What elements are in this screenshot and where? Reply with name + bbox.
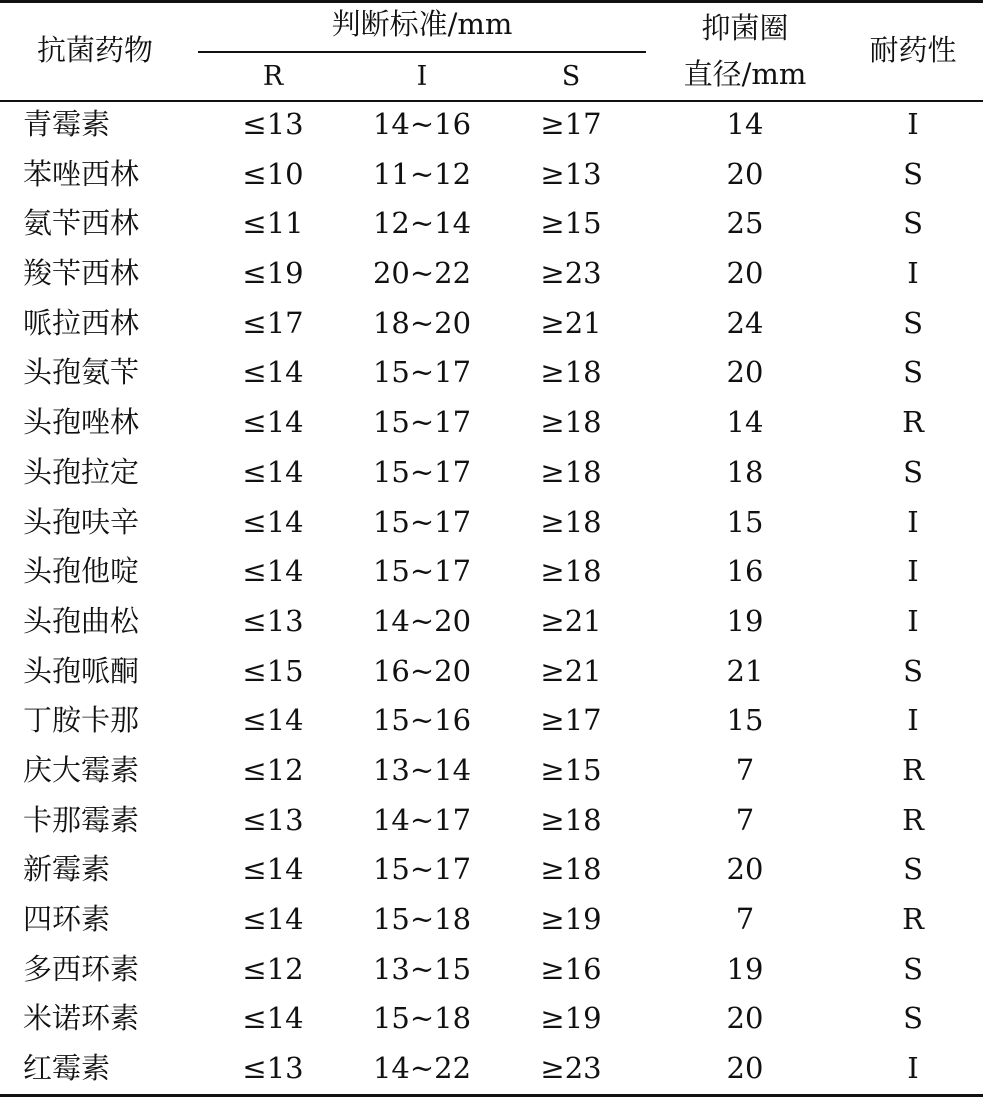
- drug-name-cell: 哌拉西林: [23, 305, 140, 340]
- drug-name-cell: 庆大霉素: [23, 752, 140, 787]
- table-row: [0, 845, 983, 895]
- zone-diameter-cell: 20: [726, 256, 764, 291]
- s-criteria-cell: ≥18: [540, 355, 602, 390]
- table-row: [0, 547, 983, 597]
- drug-name-cell: 丁胺卡那: [23, 703, 140, 738]
- resistance-cell: I: [907, 107, 919, 141]
- drug-name-cell: 头孢呋辛: [23, 504, 140, 539]
- r-criteria-cell: ≤14: [242, 454, 304, 489]
- drug-name-cell: 米诺环素: [23, 1001, 140, 1036]
- table-row: [0, 498, 983, 548]
- i-criteria-cell: 15~17: [372, 504, 472, 539]
- header-r: R: [262, 61, 284, 92]
- drug-name-cell: 头孢他啶: [23, 554, 140, 589]
- header-zone-line2: 直径/mm: [683, 57, 807, 91]
- i-criteria-cell: 20~22: [372, 256, 472, 291]
- i-criteria-cell: 16~20: [372, 653, 472, 688]
- table-row: [0, 945, 983, 995]
- drug-name-cell: 头孢唑林: [23, 405, 140, 440]
- table-row: [0, 398, 983, 448]
- zone-diameter-cell: 7: [735, 752, 755, 787]
- drug-name-cell: 头孢曲松: [23, 603, 140, 638]
- drug-name-cell: 头孢哌酮: [23, 653, 140, 688]
- i-criteria-cell: 15~17: [372, 554, 472, 589]
- i-criteria-cell: 15~17: [372, 405, 472, 440]
- r-criteria-cell: ≤14: [242, 1001, 304, 1036]
- s-criteria-cell: ≥19: [540, 902, 602, 936]
- zone-diameter-cell: 20: [726, 1051, 764, 1086]
- zone-diameter-cell: 20: [726, 1001, 764, 1036]
- resistance-cell: I: [907, 703, 919, 738]
- r-criteria-cell: ≤14: [242, 554, 304, 589]
- i-criteria-cell: 15~17: [372, 454, 472, 489]
- resistance-cell: S: [903, 156, 923, 191]
- r-criteria-cell: ≤14: [242, 902, 304, 936]
- i-criteria-cell: 14~22: [372, 1051, 472, 1086]
- i-criteria-cell: 15~18: [372, 902, 472, 936]
- i-criteria-cell: 15~16: [372, 703, 472, 738]
- i-criteria-cell: 13~14: [372, 752, 472, 787]
- drug-name-cell: 新霉素: [23, 852, 111, 887]
- r-criteria-cell: ≤13: [242, 1051, 304, 1086]
- r-criteria-cell: ≤14: [242, 703, 304, 738]
- resistance-cell: I: [907, 256, 919, 291]
- table-row: [0, 100, 983, 150]
- resistance-cell: R: [902, 802, 924, 837]
- zone-diameter-cell: 15: [726, 703, 764, 738]
- table-row: [0, 249, 983, 299]
- table-row: [0, 199, 983, 249]
- i-criteria-cell: 11~12: [372, 156, 472, 191]
- header-s: S: [561, 61, 581, 92]
- r-criteria-cell: ≤14: [242, 355, 304, 390]
- r-criteria-cell: ≤17: [242, 305, 304, 340]
- i-criteria-cell: 18~20: [372, 305, 472, 340]
- s-criteria-cell: ≥21: [540, 603, 602, 638]
- zone-diameter-cell: 24: [726, 305, 764, 340]
- table-row: [0, 299, 983, 349]
- header-resistance: 耐药性: [869, 33, 957, 67]
- table-row: [0, 1044, 983, 1094]
- resistance-cell: S: [903, 1001, 923, 1036]
- drug-name-cell: 羧苄西林: [23, 256, 140, 291]
- s-criteria-cell: ≥18: [540, 504, 602, 539]
- drug-name-cell: 多西环素: [23, 951, 140, 986]
- zone-diameter-cell: 15: [726, 504, 764, 539]
- zone-diameter-cell: 21: [726, 653, 764, 688]
- r-criteria-cell: ≤14: [242, 852, 304, 887]
- zone-diameter-cell: 19: [726, 951, 764, 986]
- table-row: [0, 994, 983, 1044]
- r-criteria-cell: ≤19: [242, 256, 304, 291]
- table-row: [0, 448, 983, 498]
- r-criteria-cell: ≤15: [242, 653, 304, 688]
- drug-name-cell: 红霉素: [23, 1051, 111, 1086]
- header-zone-line1: 抑菌圈: [701, 11, 789, 45]
- zone-diameter-cell: 7: [735, 802, 755, 837]
- resistance-cell: R: [902, 902, 924, 936]
- s-criteria-cell: ≥18: [540, 554, 602, 589]
- table-bottom-rule: [0, 1094, 983, 1097]
- resistance-cell: S: [903, 355, 923, 390]
- resistance-cell: S: [903, 305, 923, 340]
- r-criteria-cell: ≤12: [242, 752, 304, 787]
- table-row: [0, 796, 983, 846]
- zone-diameter-cell: 20: [726, 852, 764, 887]
- resistance-cell: S: [903, 852, 923, 887]
- i-criteria-cell: 13~15: [372, 951, 472, 986]
- i-criteria-cell: 14~20: [372, 603, 472, 638]
- r-criteria-cell: ≤14: [242, 504, 304, 539]
- r-criteria-cell: ≤11: [242, 206, 304, 241]
- drug-name-cell: 青霉素: [23, 107, 111, 141]
- zone-diameter-cell: 20: [726, 355, 764, 390]
- resistance-cell: I: [907, 603, 919, 638]
- r-criteria-cell: ≤10: [242, 156, 304, 191]
- drug-name-cell: 头孢拉定: [23, 454, 140, 489]
- zone-diameter-cell: 25: [726, 206, 764, 241]
- i-criteria-cell: 15~18: [372, 1001, 472, 1036]
- table-body: [0, 100, 983, 1094]
- s-criteria-cell: ≥13: [540, 156, 602, 191]
- zone-diameter-cell: 7: [735, 902, 755, 936]
- s-criteria-cell: ≥21: [540, 305, 602, 340]
- resistance-cell: I: [907, 554, 919, 589]
- zone-diameter-cell: 14: [726, 107, 764, 141]
- resistance-cell: S: [903, 951, 923, 986]
- zone-diameter-cell: 16: [726, 554, 764, 589]
- table-row: [0, 647, 983, 697]
- table-row: [0, 746, 983, 796]
- s-criteria-cell: ≥21: [540, 653, 602, 688]
- table-row: [0, 150, 983, 200]
- r-criteria-cell: ≤13: [242, 107, 304, 141]
- i-criteria-cell: 12~14: [372, 206, 472, 241]
- s-criteria-cell: ≥15: [540, 752, 602, 787]
- resistance-cell: S: [903, 206, 923, 241]
- i-criteria-cell: 15~17: [372, 355, 472, 390]
- i-criteria-cell: 14~17: [372, 802, 472, 837]
- zone-diameter-cell: 18: [726, 454, 764, 489]
- s-criteria-cell: ≥23: [540, 1051, 602, 1086]
- s-criteria-cell: ≥19: [540, 1001, 602, 1036]
- s-criteria-cell: ≥23: [540, 256, 602, 291]
- drug-name-cell: 卡那霉素: [23, 802, 140, 837]
- table-row: [0, 597, 983, 647]
- s-criteria-cell: ≥17: [540, 703, 602, 738]
- r-criteria-cell: ≤12: [242, 951, 304, 986]
- s-criteria-cell: ≥17: [540, 107, 602, 141]
- s-criteria-cell: ≥18: [540, 454, 602, 489]
- resistance-cell: I: [907, 504, 919, 539]
- criteria-sub-rule: [198, 51, 646, 53]
- zone-diameter-cell: 14: [726, 405, 764, 440]
- resistance-cell: R: [902, 752, 924, 787]
- resistance-cell: I: [907, 1051, 919, 1086]
- r-criteria-cell: ≤14: [242, 405, 304, 440]
- s-criteria-cell: ≥16: [540, 951, 602, 986]
- s-criteria-cell: ≥18: [540, 405, 602, 440]
- s-criteria-cell: ≥15: [540, 206, 602, 241]
- header-criteria: 判断标准/mm: [331, 7, 513, 41]
- drug-name-cell: 四环素: [23, 902, 111, 936]
- s-criteria-cell: ≥18: [540, 802, 602, 837]
- zone-diameter-cell: 19: [726, 603, 764, 638]
- r-criteria-cell: ≤13: [242, 603, 304, 638]
- resistance-cell: S: [903, 454, 923, 489]
- zone-diameter-cell: 20: [726, 156, 764, 191]
- header-drug: 抗菌药物: [37, 33, 154, 67]
- resistance-cell: S: [903, 653, 923, 688]
- r-criteria-cell: ≤13: [242, 802, 304, 837]
- drug-name-cell: 苯唑西林: [23, 156, 140, 191]
- table-top-rule: [0, 0, 983, 3]
- drug-name-cell: 头孢氨苄: [23, 355, 140, 390]
- header-i: I: [416, 61, 428, 92]
- s-criteria-cell: ≥18: [540, 852, 602, 887]
- resistance-cell: R: [902, 405, 924, 440]
- table-row: [0, 895, 983, 945]
- table-row: [0, 348, 983, 398]
- i-criteria-cell: 14~16: [372, 107, 472, 141]
- table-row: [0, 696, 983, 746]
- drug-name-cell: 氨苄西林: [23, 206, 140, 241]
- i-criteria-cell: 15~17: [372, 852, 472, 887]
